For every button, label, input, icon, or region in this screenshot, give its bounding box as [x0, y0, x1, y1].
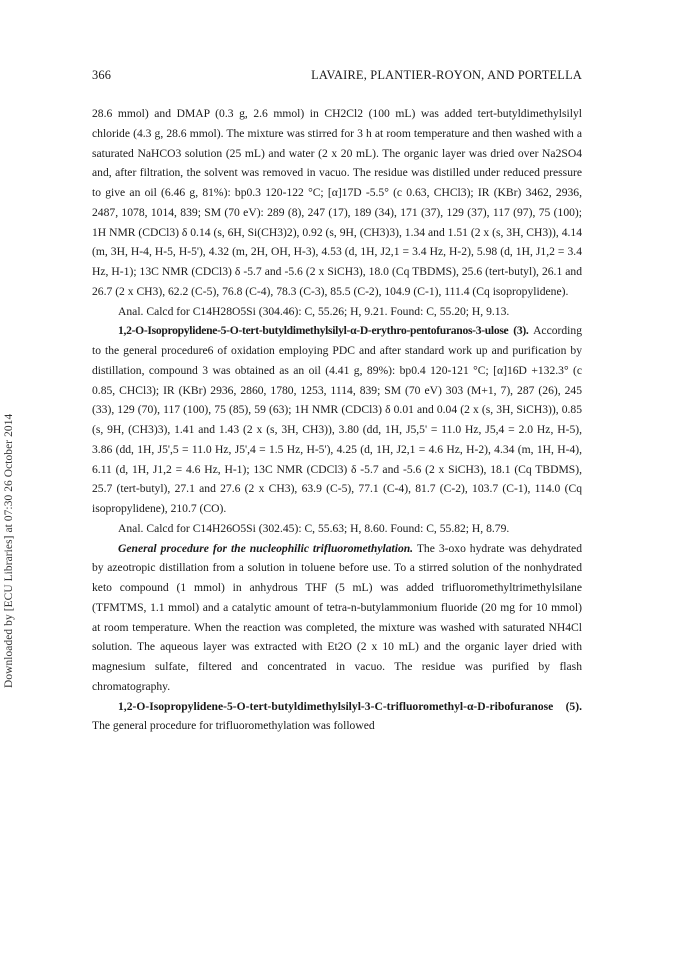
paragraph-elemental-analysis-1: Anal. Calcd for C14H28O5Si (304.46): C, 55.26; H, 9.21. Found: C, 55.20; H, 9.13.: [118, 304, 510, 318]
general-procedure-text: The 3-oxo hydrate was dehydrated by azeotropic distillation from a solution in toluene before use. To a stirred solution of the nonhydrated keto compound (1 mmol) in anhydrous THF (5 mL) was added trifluoromethyltrimethylsilane (TFMTMS, 1.1 mmol) and a catalytic amount of tetra-n-butylammonium fluoride (20 mg for 10 mmol) at room temperature. When the reaction was completed, the mixture was washed with saturated NH4Cl solution. The aqueous layer was extracted with Et2O (2 x 10 mL) and the organic layer dried with magnesium sulfate, filtered and concentrated in vacuo. The residue was purified by flash chromatography.: [92, 541, 582, 693]
compound-3-description: According to the general procedure6 of oxidation employing PDC and after standard work up and purification by distillation, compound 3 was obtained as an oil (4.41 g, 89%): bp0.4 120-121 °C; [α]16D +132.3° (c 0.85, CHCl3); IR (KBr) 2936, 2860, 1780, 1253, 1114, 839; SM (70 eV) 303 (M+1, 7), 287 (26), 245 (33), 129 (70), 117 (100), 75 (85), 59 (63); 1H NMR (CDCl3) δ 0.01 and 0.04 (2 x (s, 3H, SiCH3)), 0.85 (s, 9H, (CH3)3), 1.41 and 1.43 (2 x (s, 3H, CH3)), 3.80 (dd, 1H, J5,5' = 11.0 Hz, J5,4 = 2.0 Hz, H-5), 3.86 (dd, 1H, J5',5 = 11.0 Hz, J5',4 = 1.5 Hz, H-5'), 4.25 (d, 1H, J2,1 = 4.6 Hz, H-2), 4.34 (m, 1H, H-4), 6.11 (d, 1H, J1,2 = 4.6 Hz, H-1); 13C NMR (CDCl3) δ -5.7 and -5.6 (2 x SiCH3), 18.1 (Cq TBDMS), 25.7 (tert-butyl), 27.1 and 27.6 (2 x CH3), 63.9 (C-5), 77.1 (C-4), 81.7 (C-2), 103.7 (C-1), 114.0 (Cq isopropylidene), 210.7 (CO).: [92, 324, 582, 515]
paragraph-compound-5: [92, 697, 582, 737]
paragraph-elemental-analysis-2: Anal. Calcd for C14H26O5Si (302.45): C, 55.63; H, 8.60. Found: C, 55.82; H, 8.79.: [118, 521, 510, 535]
compound-5-title: 1,2-O-Isopropylidene-5-O-tert-butyldimethylsilyl-3-C-trifluoromethyl-α-D-ribofuranose (5).: [118, 699, 582, 713]
compound-5-description: The general procedure for trifluoromethylation was followed: [92, 719, 375, 733]
article-body: [92, 104, 582, 736]
running-head: LAVAIRE, PLANTIER-ROYON, AND PORTELLA: [311, 68, 582, 82]
paragraph-silylation-procedure: 28.6 mmol) and DMAP (0.3 g, 2.6 mmol) in CH2Cl2 (100 mL) was added tert-butyldimethylsilyl chloride (4.3 g, 28.6 mmol). The mixture was stirred for 3 h at room temperature and then washed with a saturated NaHCO3 solution (25 mL) and water (2 x 20 mL). The organic layer was dried over Na2SO4 and, after filtration, the solvent was removed in vacuo. The residue was distilled under reduced pressure to give an oil (6.46 g, 81%): bp0.3 120-122 °C; [α]17D -5.5° (c 0.63, CHCl3); IR (KBr) 3462, 2936, 2487, 1078, 1014, 839; SM (70 eV): 289 (8), 247 (17), 189 (34), 171 (37), 129 (37), 117 (97), 75 (100); 1H NMR (CDCl3) δ 0.14 (s, 6H, Si(CH3)2), 0.92 (s, 9H, (CH3)3), 1.34 and 1.51 (2 x (s, 3H, CH3)), 4.14 (m, 3H, H-4, H-5, H-5'), 4.32 (m, 2H, OH, H-3), 4.53 (d, 1H, J2,1 = 3.4 Hz, H-2), 5.98 (d, 1H, J1,2 = 3.4 Hz, H-1); 13C NMR (CDCl3) δ -5.7 and -5.6 (2 x SiCH3), 18.0 (Cq TBDMS), 25.6 (tert-butyl), 26.1 and 26.7 (2 x CH3), 62.2 (C-5), 76.8 (C-4), 78.3 (C-3), 85.5 (C-2), 104.9 (C-1), 111.4 (Cq isopropylidene).: [92, 107, 582, 298]
paragraph-compound-3: [92, 321, 582, 519]
general-procedure-heading: General procedure for the nucleophilic trifluoromethylation.: [118, 541, 414, 555]
page-header: [92, 68, 582, 86]
paragraph-general-procedure: [92, 539, 582, 697]
download-watermark: Downloaded by [ECU Libraries] at 07:30 26 October 2014: [3, 413, 15, 688]
compound-3-title: 1,2-O-Isopropylidene-5-O-tert-butyldimethylsilyl-α-D-erythro-pentofuranos-3-ulose (3).: [118, 324, 529, 338]
page-number: 366: [92, 68, 112, 82]
